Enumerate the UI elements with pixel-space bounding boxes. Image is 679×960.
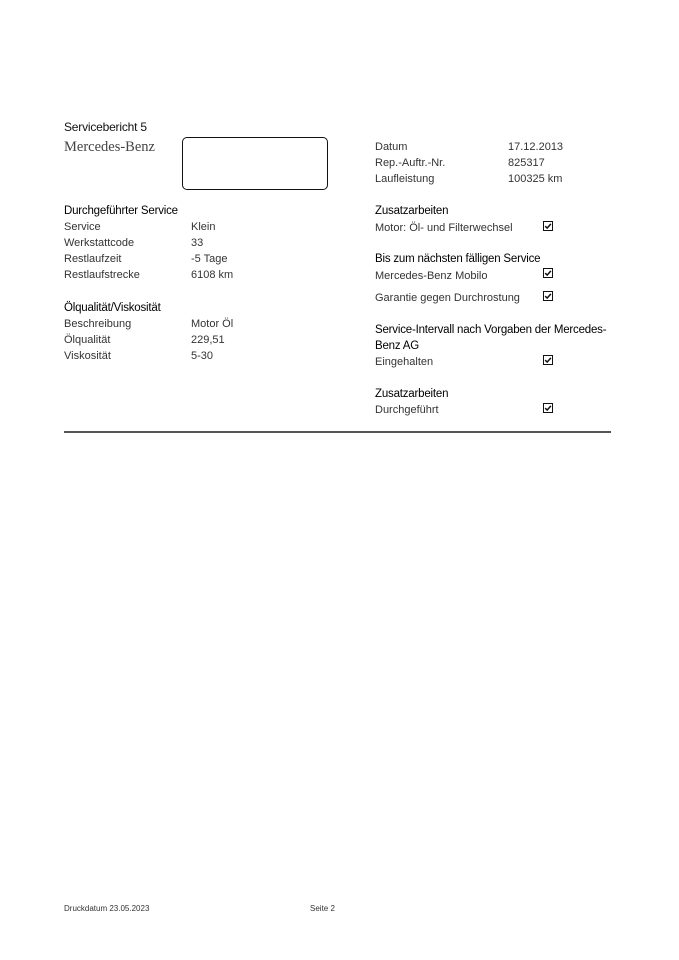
extra-work-done-checkbox[interactable] [543, 403, 553, 413]
viscosity-label: Viskosität [64, 350, 111, 362]
order-number-value: 825317 [508, 157, 545, 169]
checkmark-icon [544, 292, 552, 300]
remaining-distance-value: 6108 km [191, 269, 234, 281]
oil-description-label: Beschreibung [64, 318, 132, 330]
until-next-heading: Bis zum nächsten fälligen Service [375, 253, 541, 265]
checkmark-icon [544, 404, 552, 412]
viscosity-value: 5-30 [191, 350, 214, 362]
mileage-value: 100325 km [508, 173, 563, 185]
date-value: 17.12.2013 [508, 141, 564, 153]
oil-description-value: Motor Öl [191, 318, 234, 330]
interval-kept-label: Eingehalten [375, 356, 434, 368]
order-number-label: Rep.-Auftr.-Nr. [375, 157, 446, 169]
remaining-time-value: -5 Tage [191, 253, 228, 265]
workshop-code-value: 33 [191, 237, 204, 249]
extra-work-2-heading: Zusatzarbeiten [375, 388, 449, 400]
extra-work-done-label: Durchgeführt [375, 404, 439, 416]
print-date: Druckdatum 23.05.2023 [64, 904, 150, 913]
date-label: Datum [375, 141, 408, 153]
interval-heading-line1: Service-Intervall nach Vorgaben der Mercedes- [375, 324, 607, 336]
rust-warranty-checkbox[interactable] [543, 291, 553, 301]
workshop-code-label: Werkstattcode [64, 237, 135, 249]
brand-logo-text: Mercedes-Benz [64, 139, 155, 155]
mileage-label: Laufleistung [375, 173, 435, 185]
oil-heading: Ölqualität/Viskosität [64, 302, 161, 314]
remaining-time-label: Restlaufzeit [64, 253, 122, 265]
section-divider [64, 431, 611, 433]
checkmark-icon [544, 356, 552, 364]
checkmark-icon [544, 269, 552, 277]
remaining-distance-label: Restlaufstrecke [64, 269, 140, 281]
oil-quality-label: Ölqualität [64, 334, 111, 346]
service-type-value: Klein [191, 221, 216, 233]
service-heading: Durchgeführter Service [64, 205, 178, 217]
interval-heading-line2: Benz AG [375, 340, 419, 352]
rust-warranty-label: Garantie gegen Durchrostung [375, 292, 520, 304]
report-title: Servicebericht 5 [64, 120, 147, 134]
mobilo-checkbox[interactable] [543, 268, 553, 278]
oil-filter-change-label: Motor: Öl- und Filterwechsel [375, 222, 513, 234]
stamp-box [182, 137, 328, 190]
extra-work-heading: Zusatzarbeiten [375, 205, 449, 217]
oil-quality-value: 229,51 [191, 334, 225, 346]
mobilo-label: Mercedes-Benz Mobilo [375, 270, 488, 282]
interval-kept-checkbox[interactable] [543, 355, 553, 365]
checkmark-icon [544, 222, 552, 230]
oil-filter-change-checkbox[interactable] [543, 221, 553, 231]
service-type-label: Service [64, 221, 101, 233]
page-number: Seite 2 [310, 904, 335, 913]
